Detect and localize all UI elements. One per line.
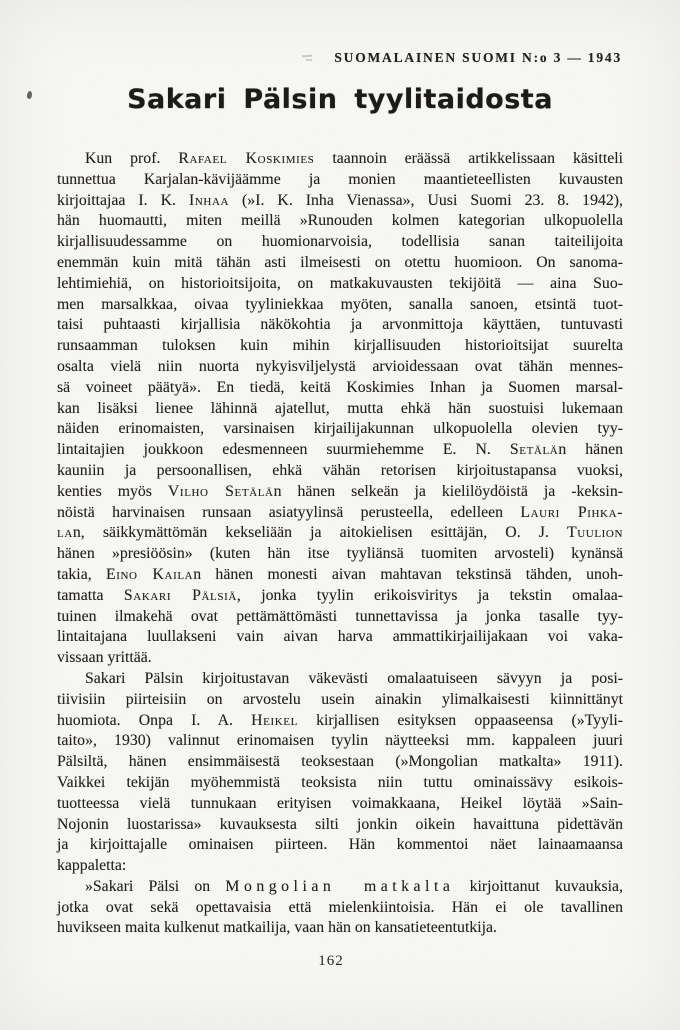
smallcaps-name: Tuulion	[566, 524, 623, 542]
text-line: tuinen ilmakehä ovat pettämättömästi tunnettavissa ja jonka tasalle tyy-	[57, 607, 623, 625]
article-body	[57, 149, 623, 939]
smallcaps-name: Inhaa	[189, 191, 230, 209]
text-line: lan, säikkymättömän kekseliään ja aitokielisen esittäjän, O. J. Tuulion	[57, 524, 623, 542]
smallcaps-name: Rafael Koskimies	[178, 150, 315, 167]
text-line: Pälsiltä, hänen ensimmäisestä teoksestaan (»Mongolian matkalta» 1911).	[57, 753, 623, 771]
smallcaps-name: Eino Kaila	[105, 565, 194, 583]
text-line: kauniin ja persoonallisen, ehkä vähän retorisen kirjoitustapansa vuoksi,	[57, 461, 623, 479]
text-line: runsaamman tuloksen kuin mihin kirjallisuuden historioitsijat suurelta	[57, 337, 623, 355]
smallcaps-name: Heikel	[251, 711, 298, 729]
text-line: Vaikkei tekijän myöhemmistä teoksista niin tuttu ominaissävy esikois-	[57, 773, 623, 791]
text-line: ja kirjoittajalle ominaisen piirteen. Hän kommentoi näet lainaamaansa	[57, 836, 623, 854]
text-line: kirjoittajaa I. K. Inhaa (»I. K. Inha Vienassa», Uusi Suomi 23. 8. 1942),	[57, 191, 623, 209]
text-line: kenties myös Vilho Setälän hänen selkeän ja kielilöydöistä ja -keksin-	[57, 482, 623, 500]
text-line: kirjallisuudessamme on huomionarvoisia, todellisia sanan taiteilijoita	[57, 233, 623, 251]
text-line: Sakari Pälsin kirjoitustavan väkevästi omalaatuiseen sävyyn ja posi-	[85, 669, 623, 687]
page-number: 162	[318, 953, 344, 969]
text-line: vissaan yrittää.	[57, 649, 152, 667]
text-line: jotka ovat sekä opettavaisia että mielenkiintoisia. Hän ei ole tavallinen	[57, 898, 623, 916]
text-line: osalta vielä niin nuorta nykyisviljelystä arvioidessaan ovat tähän mennes-	[57, 357, 623, 375]
text-line: lehtimiehiä, on historioitsijoita, on matkakuvausten tekijöitä — aina Suo-	[57, 274, 623, 292]
smallcaps-name: Setälä	[509, 441, 559, 459]
paragraph	[57, 669, 623, 877]
text-line: tamatta Sakari Pälsiä, jonka tyylin erikoisviritys ja tekstin omalaa-	[57, 586, 623, 604]
text-line: tunnettua Karjalan-kävijäämme ja monien maantieteellisten kuvausten	[57, 170, 623, 188]
text-line: Kun prof. Rafael Koskimies taannoin eräässä artikkelissaan käsitteli	[85, 150, 623, 167]
journal-header: SUOMALAINEN SUOMI N:o 3 — 1943	[334, 50, 622, 65]
smallcaps-name: Lauri Pihka-	[520, 503, 624, 521]
smallcaps-name: Vilho Setälä	[167, 482, 274, 500]
text-line: kan lisäksi lienee lähinnä ajatellut, mutta ehkä hän suostuisi lukemaan	[57, 399, 623, 417]
letterspaced-emphasis: Mongolian matkalta	[225, 877, 455, 895]
text-line: näiden erinomaisten, varsinaisen kirjailijakunnan ulkopuolella olevien tyy-	[57, 420, 623, 438]
smallcaps-name: Sakari Pälsiä	[123, 586, 237, 604]
paragraph	[57, 149, 623, 669]
text-line: taito», 1930) valinnut erinomaisen tyylin näytteeksi mm. kappaleen juuri	[57, 732, 623, 750]
article-title: Sakari Pälsin tyylitaidosta	[127, 84, 553, 115]
text-line: kappaletta:	[57, 857, 127, 875]
text-line: hän huomautti, miten meillä »Runouden kolmen kategorian ulkopuolella	[57, 212, 623, 230]
text-line: lintaitajien joukkoon edesmenneen suurmiehemme E. N. Setälän hänen	[57, 441, 623, 459]
text-line: hänen »presiöösin» (kuten hän itse tyyliänsä tuomiten arvosteli) kynänsä	[57, 545, 623, 563]
text-line: tiivisiin piirteisiin on arvostelu usein ainakin ylimalkaisesti kiinnittänyt	[57, 690, 623, 708]
text-line: takia, Eino Kailan hänen monesti aivan mahtavan tekstinsä tähden, unoh-	[57, 565, 623, 583]
text-line: tuotteessa vielä tunnukaan erityisen voimakkaana, Heikel löytää »Sain-	[57, 794, 623, 812]
text-line: enemmän kuin mitä tähän asti ilmeisesti on otettu huomioon. On sanoma-	[57, 253, 623, 271]
text-line: huomiota. Onpa I. A. Heikel kirjallisen esityksen oppaaseensa (»Tyyli-	[57, 711, 624, 729]
text-line: Nojonin luostarissa» kuvauksesta silti jonkin oikein havaittuna pidettävän	[57, 815, 623, 833]
text-line: nöistä harvinaisen runsaan asiatyylinsä perusteella, edelleen Lauri Pihka-	[57, 503, 624, 521]
text-line: men marsalkkaa, oivaa tyyliniekkaa myöten, sanalla sanoen, etsintä tuot-	[57, 295, 623, 313]
text-line: huvikseen maita kulkenut matkailija, vaan hän on kansatieteentutkija.	[57, 919, 497, 937]
text-line: taisi puhtaasti kirjallisia näkökohtia ja arvonmittoja käyttäen, tuntuvasti	[57, 316, 623, 334]
smallcaps-name: la	[57, 524, 73, 542]
text-line: sä voineet päätyä». En tiedä, keitä Koskimies Inhan ja Suomen marsal-	[57, 378, 623, 396]
paragraph	[57, 877, 623, 939]
text-line: lintaitajana luullakseni vain aivan harva ammattikirjailijakaan voi vaka-	[57, 628, 623, 646]
text-line: »Sakari Pälsi on Mongolian matkalta kirjoittanut kuvauksia,	[85, 877, 623, 895]
